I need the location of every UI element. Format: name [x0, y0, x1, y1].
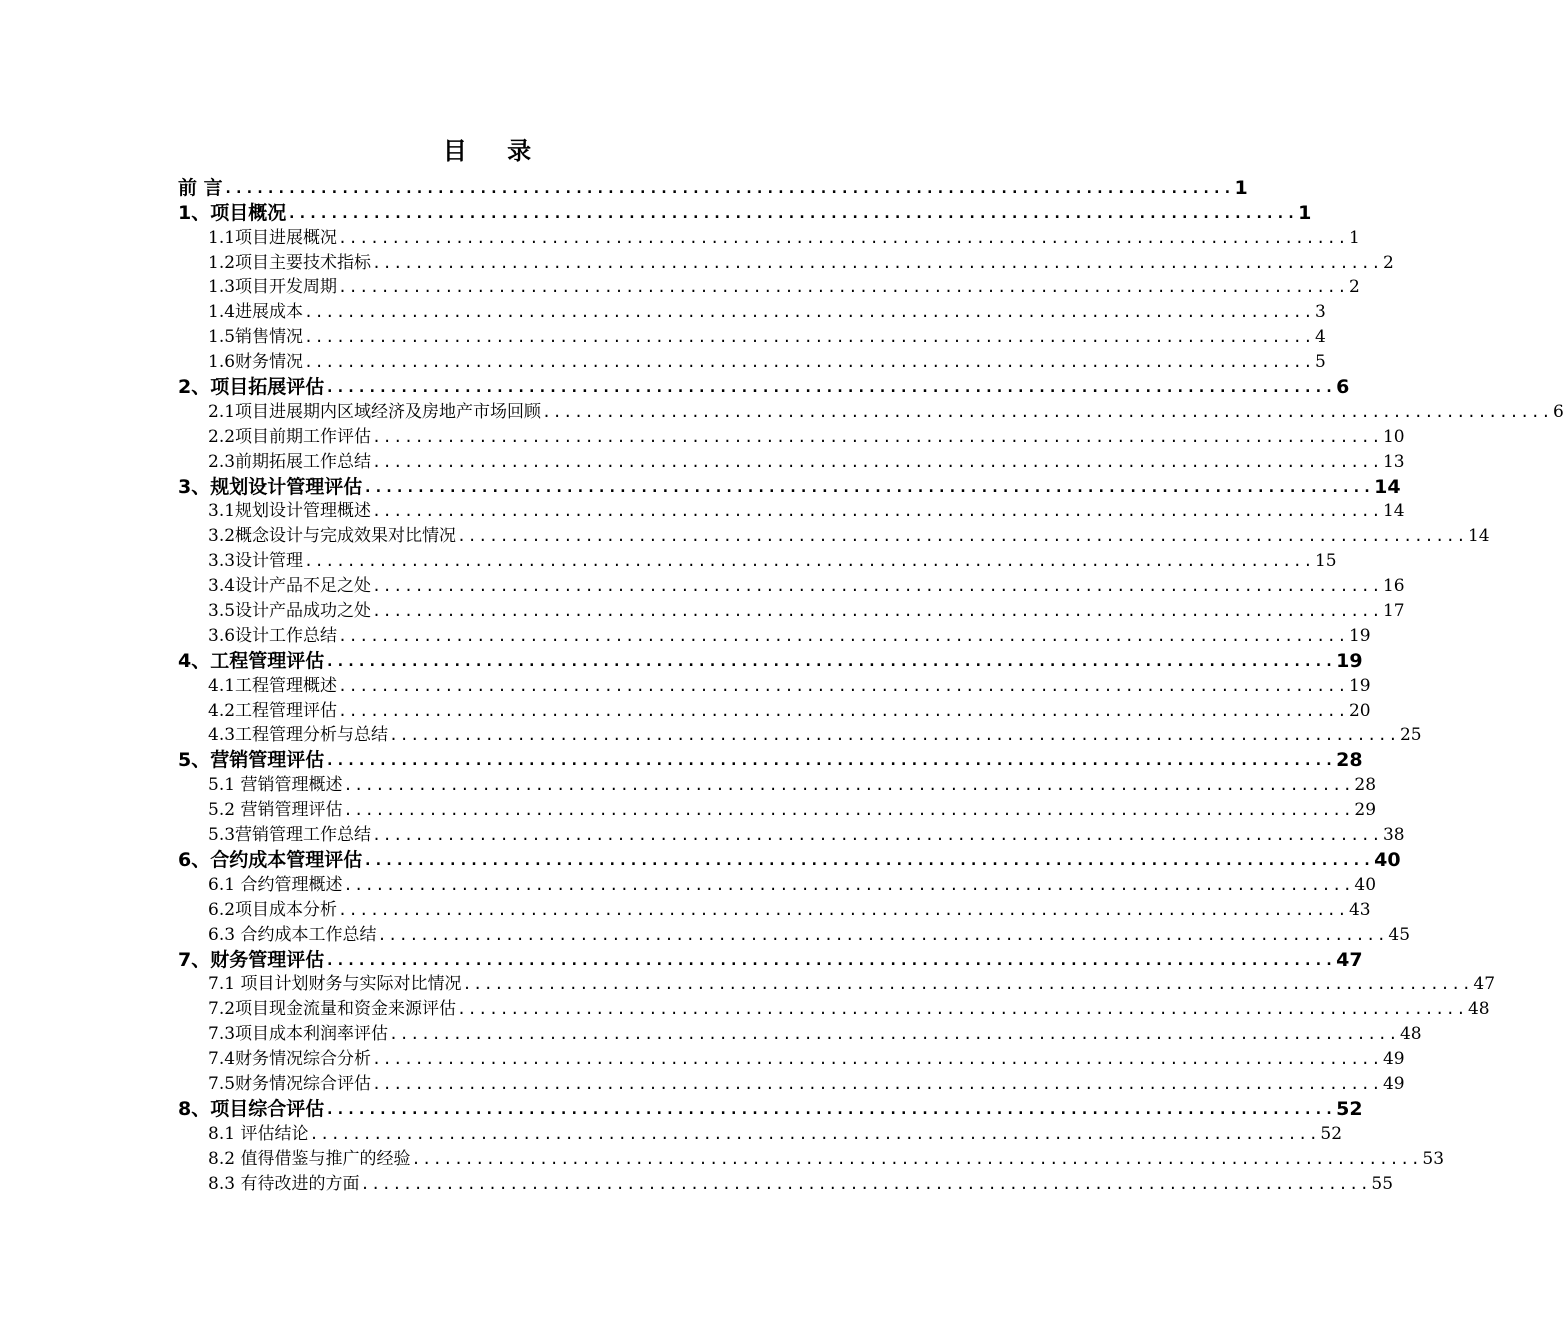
toc-page-number: 6 [1336, 376, 1350, 399]
toc-dot-leader: ............................................................................................... [542, 402, 1552, 421]
toc-page-number: 14 [1467, 526, 1490, 547]
toc-entry-label: 8.2 值得借鉴与推广的经验 [208, 1148, 411, 1169]
toc-entry-label: 5.1 营销管理概述 [208, 775, 343, 796]
toc-dot-leader: ............................................................................................... [343, 801, 1354, 820]
toc-entry-label: 1.1项目进展概况 [208, 227, 338, 248]
toc-page-number: 6 [1552, 401, 1564, 422]
toc-section-entry[interactable] [178, 722, 1422, 747]
toc-dot-leader: ............................................................................................... [377, 925, 1388, 944]
toc-dot-leader: ............................................................................................... [457, 1000, 1467, 1019]
toc-entry-label: 7.2项目现金流量和资金来源评估 [208, 999, 457, 1020]
toc-section-entry[interactable] [178, 522, 1490, 547]
toc-chapter-entry[interactable] [178, 174, 1248, 199]
toc-section-entry[interactable] [178, 1170, 1394, 1195]
toc-entry-label: 3.6设计工作总结 [208, 625, 338, 646]
toc-section-entry[interactable] [178, 448, 1405, 473]
toc-section-entry[interactable] [178, 572, 1405, 597]
toc-dot-leader: ............................................................................................... [309, 1124, 1320, 1143]
toc-page-number: 10 [1382, 426, 1405, 447]
toc-entry-label: 7.3项目成本利润率评估 [208, 1024, 389, 1045]
toc-chapter-entry[interactable] [178, 473, 1401, 498]
toc-entry-label: 1.3项目开发周期 [208, 277, 338, 298]
toc-dot-leader: ............................................................................................... [338, 626, 1348, 645]
toc-page-number: 16 [1382, 576, 1405, 597]
toc-entry-label: 2.1项目进展期内区域经济及房地产市场回顾 [208, 401, 542, 422]
toc-list [178, 174, 1564, 1195]
toc-dot-leader: ............................................................................................... [372, 1074, 1382, 1093]
toc-entry-label: 7、财务管理评估 [178, 948, 325, 971]
toc-entry-label: 1.4进展成本 [208, 302, 304, 323]
toc-page-number: 13 [1382, 451, 1405, 472]
toc-entry-label: 8.1 评估结论 [208, 1123, 309, 1144]
toc-chapter-entry[interactable] [178, 1095, 1363, 1120]
toc-page-number: 19 [1336, 649, 1363, 672]
toc-section-entry[interactable] [178, 1120, 1343, 1145]
toc-entry-label: 4.1工程管理概述 [208, 675, 338, 696]
toc-dot-leader: ............................................................................................... [363, 477, 1374, 496]
toc-dot-leader: ............................................................................................... [338, 228, 1348, 247]
toc-section-entry[interactable] [178, 672, 1371, 697]
toc-entry-label: 3、规划设计管理评估 [178, 475, 363, 498]
toc-entry-label: 4.3工程管理分析与总结 [208, 725, 389, 746]
toc-section-entry[interactable] [178, 224, 1360, 249]
toc-section-entry[interactable] [178, 274, 1360, 299]
toc-page-number: 28 [1336, 749, 1363, 772]
toc-entry-label: 4、工程管理评估 [178, 649, 325, 672]
toc-dot-leader: ............................................................................................... [372, 1050, 1382, 1069]
toc-chapter-entry[interactable] [178, 199, 1312, 224]
toc-dot-leader: ............................................................................................... [338, 701, 1348, 720]
toc-page-number: 49 [1382, 1073, 1405, 1094]
toc-entry-label: 7.1 项目计划财务与实际对比情况 [208, 974, 462, 995]
toc-entry-label: 4.2工程管理评估 [208, 700, 338, 721]
toc-page-number: 28 [1354, 775, 1377, 796]
toc-chapter-entry[interactable] [178, 647, 1363, 672]
toc-page-number: 40 [1354, 874, 1377, 895]
toc-section-entry[interactable] [178, 1145, 1445, 1170]
toc-chapter-entry[interactable] [178, 746, 1363, 772]
toc-section-entry[interactable] [178, 597, 1405, 622]
toc-section-entry[interactable] [178, 796, 1377, 821]
toc-section-entry[interactable] [178, 971, 1496, 996]
toc-dot-leader: ............................................................................................... [325, 378, 1336, 397]
toc-entry-label: 1.5销售情况 [208, 327, 304, 348]
toc-dot-leader: ............................................................................................... [411, 1149, 1422, 1168]
toc-dot-leader: ............................................................................................... [223, 178, 1234, 197]
toc-chapter-entry[interactable] [178, 846, 1401, 871]
toc-page-number: 5 [1314, 352, 1326, 373]
toc-entry-label: 7.5财务情况综合评估 [208, 1073, 372, 1094]
toc-section-entry[interactable] [178, 995, 1490, 1020]
toc-dot-leader: ............................................................................................... [304, 303, 1314, 322]
toc-page-number: 14 [1382, 501, 1405, 522]
toc-page-number: 52 [1336, 1097, 1363, 1120]
toc-entry-label: 6.3 合约成本工作总结 [208, 924, 377, 945]
toc-entry-label: 6.1 合约管理概述 [208, 874, 343, 895]
toc-entry-label: 6、合约成本管理评估 [178, 848, 363, 871]
toc-entry-label: 3.1规划设计管理概述 [208, 501, 372, 522]
toc-entry-label: 2、项目拓展评估 [178, 376, 325, 399]
toc-dot-leader: ............................................................................................... [372, 577, 1382, 596]
toc-dot-leader: ............................................................................................... [325, 1099, 1336, 1118]
toc-section-entry[interactable] [178, 348, 1326, 373]
toc-dot-leader: ............................................................................................... [304, 328, 1314, 347]
toc-dot-leader: ............................................................................................... [372, 427, 1382, 446]
toc-page-number: 52 [1320, 1123, 1343, 1144]
toc-entry-label: 8、项目综合评估 [178, 1097, 325, 1120]
toc-entry-label: 3.2概念设计与完成效果对比情况 [208, 526, 457, 547]
toc-dot-leader: ............................................................................................... [462, 975, 1473, 994]
toc-dot-leader: ............................................................................................... [360, 1174, 1371, 1193]
toc-dot-leader: ............................................................................................... [363, 850, 1374, 869]
toc-page-number: 53 [1422, 1148, 1445, 1169]
toc-entry-label: 1.2项目主要技术指标 [208, 252, 372, 273]
toc-page-number: 48 [1399, 1024, 1422, 1045]
toc-entry-label: 6.2项目成本分析 [208, 899, 338, 920]
toc-section-entry[interactable] [178, 1070, 1405, 1095]
toc-page-number: 38 [1382, 825, 1405, 846]
toc-title: 目 录 [442, 137, 548, 165]
toc-section-entry[interactable] [178, 398, 1564, 423]
toc-page-number: 47 [1336, 948, 1363, 971]
toc-section-entry[interactable] [178, 547, 1337, 572]
toc-entry-label: 2.3前期拓展工作总结 [208, 451, 372, 472]
toc-page-number: 2 [1382, 252, 1394, 273]
toc-dot-leader: ............................................................................................... [372, 826, 1382, 845]
toc-entry-label: 3.5设计产品成功之处 [208, 601, 372, 622]
toc-page-number: 15 [1314, 551, 1337, 572]
toc-page-number: 48 [1467, 999, 1490, 1020]
toc-page-number: 14 [1374, 475, 1401, 498]
toc-section-entry[interactable] [178, 423, 1405, 448]
toc-dot-leader: ............................................................................................... [389, 726, 1399, 745]
toc-dot-leader: ............................................................................................... [389, 1025, 1399, 1044]
toc-dot-leader: ............................................................................................... [372, 253, 1382, 272]
toc-page-number: 1 [1298, 201, 1312, 224]
toc-dot-leader: ............................................................................................... [325, 751, 1336, 770]
toc-chapter-entry[interactable] [178, 373, 1350, 399]
toc-page-number: 25 [1399, 725, 1422, 746]
toc-section-entry[interactable] [178, 921, 1411, 946]
toc-dot-leader: ............................................................................................... [372, 502, 1382, 521]
toc-page-number: 20 [1348, 700, 1371, 721]
toc-dot-leader: ............................................................................................... [372, 452, 1382, 471]
toc-dot-leader: ............................................................................................... [325, 651, 1336, 670]
toc-section-entry[interactable] [178, 622, 1371, 647]
toc-page-number: 3 [1314, 302, 1326, 323]
toc-dot-leader: ............................................................................................... [304, 552, 1314, 571]
toc-section-entry[interactable] [178, 498, 1405, 523]
toc-entry-label: 5.2 营销管理评估 [208, 800, 343, 821]
toc-entry-label: 5、营销管理评估 [178, 749, 325, 772]
toc-page-number: 29 [1354, 800, 1377, 821]
toc-dot-leader: ............................................................................................... [287, 203, 1298, 222]
toc-section-entry[interactable] [178, 871, 1377, 896]
toc-dot-leader: ............................................................................................... [343, 776, 1354, 795]
toc-section-entry[interactable] [178, 821, 1405, 846]
toc-dot-leader: ............................................................................................... [338, 278, 1348, 297]
toc-entry-label: 3.3设计管理 [208, 551, 304, 572]
toc-page-number: 1 [1234, 176, 1248, 199]
toc-entry-label: 前 言 [178, 176, 223, 199]
toc-page-number: 40 [1374, 848, 1401, 871]
toc-section-entry[interactable] [178, 1020, 1422, 1045]
toc-section-entry[interactable] [178, 323, 1326, 348]
toc-section-entry[interactable] [178, 1045, 1405, 1070]
toc-page-number: 2 [1348, 277, 1360, 298]
toc-entry-label: 7.4财务情况综合分析 [208, 1049, 372, 1070]
toc-page-number: 19 [1348, 675, 1371, 696]
toc-dot-leader: ............................................................................................... [338, 900, 1348, 919]
toc-page-number: 43 [1348, 899, 1371, 920]
toc-chapter-entry[interactable] [178, 946, 1363, 971]
toc-page-number: 55 [1371, 1173, 1394, 1194]
toc-page-number: 45 [1388, 924, 1411, 945]
toc-dot-leader: ............................................................................................... [457, 527, 1467, 546]
toc-entry-label: 3.4设计产品不足之处 [208, 576, 372, 597]
toc-entry-label: 5.3营销管理工作总结 [208, 825, 372, 846]
toc-dot-leader: ............................................................................................... [372, 602, 1382, 621]
toc-page-number: 17 [1382, 601, 1405, 622]
toc-page-number: 19 [1348, 625, 1371, 646]
toc-page-number: 47 [1473, 974, 1496, 995]
toc-entry-label: 1、项目概况 [178, 201, 287, 224]
toc-dot-leader: ............................................................................................... [304, 353, 1314, 372]
toc-section-entry[interactable] [178, 896, 1371, 921]
toc-dot-leader: ............................................................................................... [338, 676, 1348, 695]
toc-section-entry[interactable] [178, 249, 1394, 274]
toc-entry-label: 8.3 有待改进的方面 [208, 1173, 360, 1194]
toc-entry-label: 2.2项目前期工作评估 [208, 426, 372, 447]
toc-dot-leader: ............................................................................................... [343, 875, 1354, 894]
toc-entry-label: 1.6财务情况 [208, 352, 304, 373]
toc-section-entry[interactable] [178, 697, 1371, 722]
toc-section-entry[interactable] [178, 771, 1377, 796]
toc-section-entry[interactable] [178, 298, 1326, 323]
toc-page-number: 49 [1382, 1049, 1405, 1070]
toc-dot-leader: ............................................................................................... [325, 950, 1336, 969]
toc-page-number: 1 [1348, 227, 1360, 248]
toc-page-number: 4 [1314, 327, 1326, 348]
